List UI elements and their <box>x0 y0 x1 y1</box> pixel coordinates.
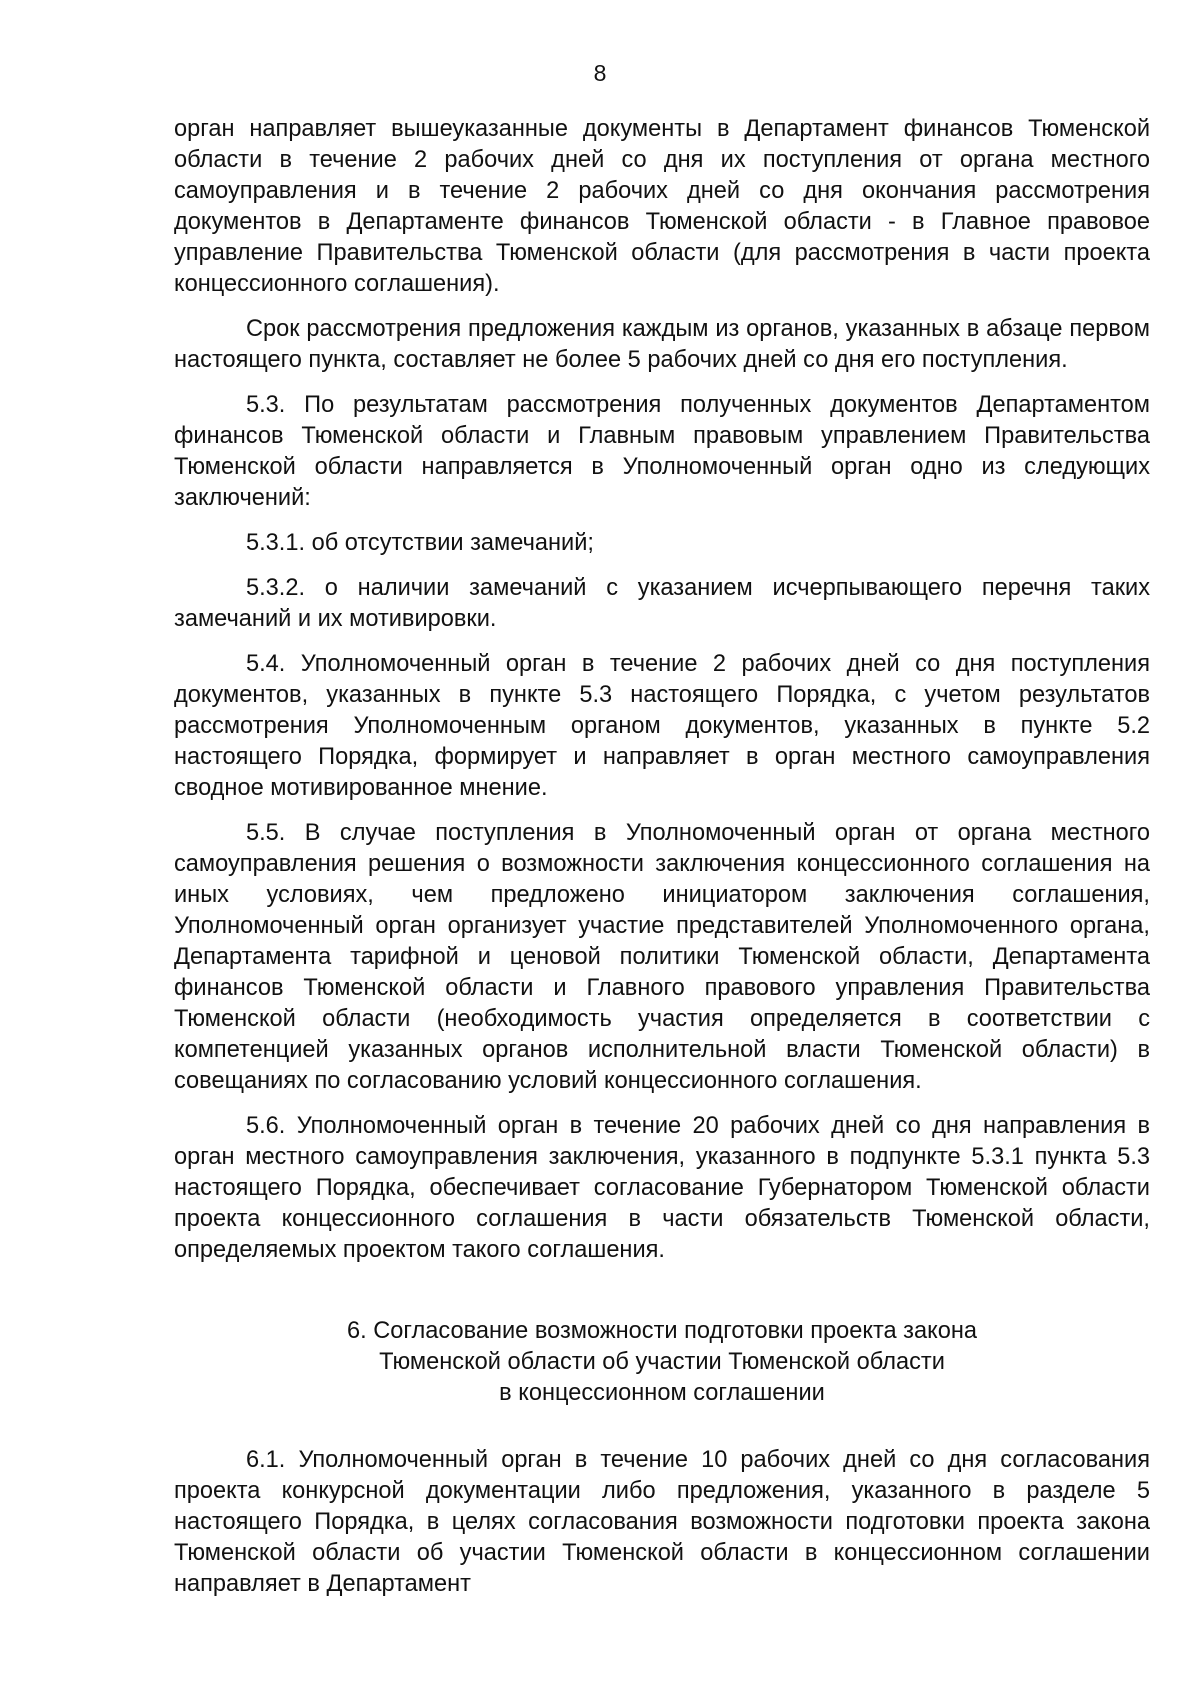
paragraph-review-period: Срок рассмотрения предложения каждым из органов, указанных в абзаце первом настоящего пункта, составляет не более 5 рабочих дней со дня его поступления. <box>174 316 1150 373</box>
page-number: 8 <box>593 60 607 86</box>
paragraph-5-6: 5.6. Уполномоченный орган в течение 20 рабочих дней со дня направления в орган местного самоуправления заключения, указанного в подпункте 5.3.1 пункта 5.3 настоящего Порядка, обеспечивает согласование Губернатором Тюменской области проекта концессионного соглашения в части обязательств Тюменской области, определяемых проектом такого соглашения. <box>174 1113 1150 1263</box>
document-body <box>174 114 1150 1614</box>
section-6-heading-line-2: Тюменской области об участии Тюменской области <box>379 1349 945 1375</box>
paragraph-5-4: 5.4. Уполномоченный орган в течение 2 рабочих дней со дня поступления документов, указанных в пункте 5.3 настоящего Порядка, с учетом результатов рассмотрения Уполномоченным органом документов, указанных в пункте 5.2 настоящего Порядка, формирует и направляет в орган местного самоуправления сводное мотивированное мнение. <box>174 651 1150 801</box>
paragraph-5-3-1: 5.3.1. об отсутствии замечаний; <box>246 530 594 556</box>
section-6-heading-line-3: в концессионном соглашении <box>499 1380 825 1406</box>
paragraph-5-5: 5.5. В случае поступления в Уполномоченный орган от органа местного самоуправления решения о возможности заключения концессионного соглашения на иных условиях, чем предложено инициатором заключения соглашения, Уполномоченный орган организует участие представителей Уполномоченного органа, Департамента тарифной и ценовой политики Тюменской области, Департамента финансов Тюменской области и Главного правового управления Правительства Тюменской области (необходимость участия определяется в соответствии с компетенцией указанных органов исполнительной власти Тюменской области) в совещаниях по согласованию условий концессионного соглашения. <box>174 820 1150 1094</box>
paragraph-continued: орган направляет вышеуказанные документы в Департамент финансов Тюменской области в течение 2 рабочих дней со дня их поступления от органа местного самоуправления и в течение 2 рабочих дней со дня окончания рассмотрения документов в Департаменте финансов Тюменской области - в Главное правовое управление Правительства Тюменской области (для рассмотрения в части проекта концессионного соглашения). <box>174 116 1150 297</box>
paragraph-5-3: 5.3. По результатам рассмотрения полученных документов Департаментом финансов Тюменской области и Главным правовым управлением Правительства Тюменской области направляется в Уполномоченный орган одно из следующих заключений: <box>174 392 1150 511</box>
section-6-heading-line-1: 6. Согласование возможности подготовки проекта закона <box>347 1318 977 1344</box>
paragraph-6-1: 6.1. Уполномоченный орган в течение 10 рабочих дней со дня согласования проекта конкурсной документации либо предложения, указанного в разделе 5 настоящего Порядка, в целях согласования возможности подготовки проекта закона Тюменской области об участии Тюменской области в концессионном соглашении направляет в Департамент <box>174 1447 1150 1597</box>
section-6-heading <box>174 1316 1150 1409</box>
paragraph-5-3-2: 5.3.2. о наличии замечаний с указанием исчерпывающего перечня таких замечаний и их мотивировки. <box>174 575 1150 632</box>
